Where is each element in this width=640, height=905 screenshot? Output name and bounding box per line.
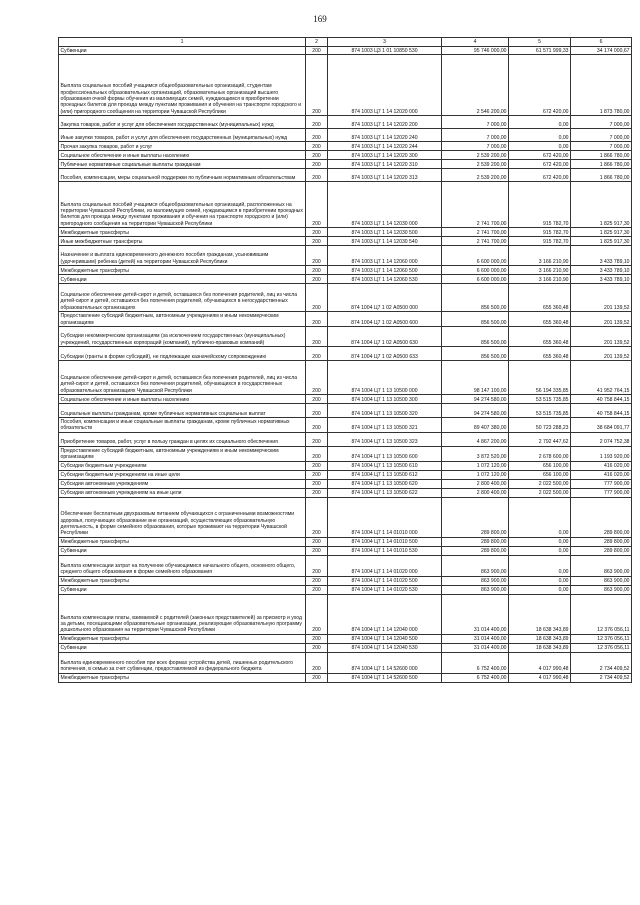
row-code-cell: 874 1004 Ц7 1 13 10500 612	[328, 470, 442, 479]
column-header: 1	[59, 38, 306, 47]
row-rest-cell: 7 000,00	[571, 129, 632, 142]
table-row	[59, 361, 632, 395]
row-name-cell: Выплата социальных пособий учащимся общеобразовательных организаций, студентам профессиональных образовательных организаций, образовательных организаций высшего образования очной формы обучения из малоимущих семей, нуждающимся в приобретении проездных билетов для проезда между пунктами проживания и обучения на транспорте городского и (или) пригородного сообщения на территории Чувашской Республики	[59, 55, 306, 116]
row-rest-cell: 289 800,00	[571, 546, 632, 555]
row-code-cell: 874 1004 Ц7 1 14 12040 500	[328, 634, 442, 643]
row-code-cell: 874 1004 Ц7 1 14 01020 530	[328, 585, 442, 594]
row-plan-cell: 289 800,00	[442, 497, 509, 537]
row-ved-cell: 200	[306, 479, 328, 488]
row-exec-cell: 2 678 600,00	[509, 446, 571, 461]
row-plan-cell: 2 800 400,00	[442, 488, 509, 497]
table-row	[59, 228, 632, 237]
table-row	[59, 47, 632, 55]
row-plan-cell: 856 500,00	[442, 327, 509, 347]
row-rest-cell: 7 000,00	[571, 116, 632, 129]
row-plan-cell: 95 746 000,00	[442, 47, 509, 55]
column-header: 4	[442, 38, 509, 47]
row-ved-cell: 200	[306, 446, 328, 461]
row-exec-cell: 18 638 343,89	[509, 643, 571, 652]
row-rest-cell: 1 825 917,30	[571, 228, 632, 237]
row-code-cell: 874 1004 Ц7 1 13 10500 321	[328, 418, 442, 433]
row-plan-cell: 6 600 000,00	[442, 266, 509, 275]
row-code-cell: 874 1003 Ц7 1 14 12020 310	[328, 160, 442, 169]
row-ved-cell: 200	[306, 312, 328, 327]
row-name-cell: Субвенции	[59, 275, 306, 284]
table-row	[59, 418, 632, 433]
row-ved-cell: 200	[306, 404, 328, 418]
row-exec-cell: 18 638 343,89	[509, 594, 571, 634]
row-code-cell: 874 1004 Ц7 1 14 01010 500	[328, 537, 442, 546]
row-code-cell: 874 1003 Ц7 1 14 12030 500	[328, 228, 442, 237]
row-rest-cell: 777 900,00	[571, 479, 632, 488]
row-code-cell: 874 1003 Ц7 1 14 12020 240	[328, 129, 442, 142]
row-rest-cell: 777 900,00	[571, 488, 632, 497]
table-row	[59, 284, 632, 312]
row-rest-cell: 1 825 917,30	[571, 237, 632, 246]
row-code-cell: 874 1003 Ц7 1 14 12030 540	[328, 237, 442, 246]
row-ved-cell: 200	[306, 266, 328, 275]
row-name-cell: Социальное обеспечение детей-сирот и детей, оставшихся без попечения родителей, лиц из числа детей-сирот и детей, оставшихся без попечения родителей, обучающихся в государственных образовательных организациях Чувашской Республики	[59, 361, 306, 395]
row-rest-cell: 1 866 780,00	[571, 169, 632, 182]
row-name-cell: Выплата единовременного пособия при всех формах устройства детей, лишенных родительского попечения, в семью за счет субвенции, предоставляемой из федерального бюджета	[59, 652, 306, 673]
row-plan-cell: 1 072 120,00	[442, 461, 509, 470]
row-plan-cell: 94 274 580,00	[442, 404, 509, 418]
row-rest-cell: 1 866 780,00	[571, 160, 632, 169]
row-rest-cell: 1 193 920,00	[571, 446, 632, 461]
row-exec-cell: 672 420,00	[509, 169, 571, 182]
row-plan-cell: 2 539 200,00	[442, 160, 509, 169]
row-plan-cell: 856 500,00	[442, 312, 509, 327]
row-plan-cell: 6 752 400,00	[442, 652, 509, 673]
row-rest-cell: 2 074 752,38	[571, 432, 632, 446]
row-rest-cell: 3 433 789,10	[571, 275, 632, 284]
row-plan-cell: 6 752 400,00	[442, 673, 509, 682]
row-code-cell: 874 1003 Ц7 1 14 12020 244	[328, 142, 442, 151]
row-exec-cell: 915 782,70	[509, 237, 571, 246]
row-name-cell: Иные закупки товаров, работ и услуг для обеспечения государственных (муниципальных) нужд	[59, 129, 306, 142]
row-name-cell: Субвенции	[59, 47, 306, 55]
row-code-cell: 874 1004 Ц7 1 02 А0500 633	[328, 347, 442, 361]
row-ved-cell: 200	[306, 634, 328, 643]
row-ved-cell: 200	[306, 652, 328, 673]
row-name-cell: Субвенции	[59, 546, 306, 555]
row-code-cell: 874 1004 Ц7 1 13 10500 622	[328, 488, 442, 497]
row-name-cell: Социальные выплаты гражданам, кроме публичных нормативных социальных выплат	[59, 404, 306, 418]
row-ved-cell: 200	[306, 284, 328, 312]
row-ved-cell: 200	[306, 432, 328, 446]
row-name-cell: Пособия, компенсации, меры социальной поддержки по публичным нормативным обязательствам	[59, 169, 306, 182]
row-exec-cell: 53 515 735,85	[509, 404, 571, 418]
table-row	[59, 546, 632, 555]
row-name-cell: Субвенции	[59, 643, 306, 652]
row-code-cell: 874 1004 Ц7 1 13 10500 300	[328, 395, 442, 404]
table-row	[59, 673, 632, 682]
row-exec-cell: 56 194 335,85	[509, 361, 571, 395]
row-ved-cell: 200	[306, 169, 328, 182]
row-exec-cell: 0,00	[509, 537, 571, 546]
row-code-cell: 874 1004 Ц7 1 14 52600 000	[328, 652, 442, 673]
row-rest-cell: 201 139,52	[571, 312, 632, 327]
row-code-cell: 874 1003 Ц7 1 14 12060 500	[328, 266, 442, 275]
row-exec-cell: 656 100,00	[509, 470, 571, 479]
table-row	[59, 470, 632, 479]
table-row	[59, 116, 632, 129]
row-code-cell: 874 1004 Ц7 1 14 01010 530	[328, 546, 442, 555]
row-name-cell: Межбюджетные трансферты	[59, 634, 306, 643]
row-plan-cell: 2 539 200,00	[442, 151, 509, 160]
row-rest-cell: 2 734 409,52	[571, 652, 632, 673]
row-plan-cell: 98 147 100,00	[442, 361, 509, 395]
row-plan-cell: 2 800 400,00	[442, 479, 509, 488]
row-name-cell: Выплата социальных пособий учащимся общеобразовательных организаций, расположенных на территории Чувашской Республики, из малоимущих семей, нуждающимся в приобретении проездных билетов для проезда между пунктами проживания и обучения на транспорте городского и (или) пригородного сообщения на территории Чувашской Республики	[59, 182, 306, 228]
table-row	[59, 446, 632, 461]
row-exec-cell: 672 420,00	[509, 160, 571, 169]
table-row	[59, 169, 632, 182]
row-code-cell: 874 1004 Ц7 1 14 01010 000	[328, 497, 442, 537]
table-row	[59, 182, 632, 228]
row-ved-cell: 200	[306, 129, 328, 142]
row-ved-cell: 200	[306, 151, 328, 160]
row-rest-cell: 3 433 789,10	[571, 266, 632, 275]
row-rest-cell: 1 873 780,00	[571, 55, 632, 116]
row-name-cell: Иные межбюджетные трансферты	[59, 237, 306, 246]
row-exec-cell: 915 782,70	[509, 228, 571, 237]
table-row	[59, 55, 632, 116]
row-code-cell: 874 1004 Ц7 1 02 А0500 600	[328, 312, 442, 327]
row-exec-cell: 18 638 343,89	[509, 634, 571, 643]
row-ved-cell: 200	[306, 418, 328, 433]
row-ved-cell: 200	[306, 347, 328, 361]
row-name-cell: Приобретение товаров, работ, услуг в пользу граждан в целях их социального обеспечения	[59, 432, 306, 446]
table-row	[59, 576, 632, 585]
row-rest-cell: 34 174 000,67	[571, 47, 632, 55]
column-header: 6	[571, 38, 632, 47]
row-code-cell: 874 1004 Ц7 1 13 10500 620	[328, 479, 442, 488]
table-row	[59, 327, 632, 347]
row-exec-cell: 0,00	[509, 129, 571, 142]
row-plan-cell: 2 546 200,00	[442, 55, 509, 116]
table-row	[59, 652, 632, 673]
row-plan-cell: 856 500,00	[442, 347, 509, 361]
row-plan-cell: 4 867 200,00	[442, 432, 509, 446]
row-plan-cell: 863 900,00	[442, 555, 509, 576]
row-code-cell: 874 1003 Ц7 1 14 12030 000	[328, 182, 442, 228]
table-row	[59, 479, 632, 488]
row-name-cell: Межбюджетные трансферты	[59, 576, 306, 585]
row-exec-cell: 4 017 990,48	[509, 673, 571, 682]
row-plan-cell: 3 872 520,00	[442, 446, 509, 461]
row-name-cell: Публичные нормативные социальные выплаты гражданам	[59, 160, 306, 169]
row-ved-cell: 200	[306, 470, 328, 479]
row-code-cell: 874 1004 Ц7 1 14 01020 500	[328, 576, 442, 585]
table-row	[59, 142, 632, 151]
row-ved-cell: 200	[306, 237, 328, 246]
row-rest-cell: 3 433 789,10	[571, 246, 632, 266]
row-rest-cell: 38 684 091,77	[571, 418, 632, 433]
row-ved-cell: 200	[306, 228, 328, 237]
row-plan-cell: 7 000,00	[442, 129, 509, 142]
column-header: 5	[509, 38, 571, 47]
row-plan-cell: 856 500,00	[442, 284, 509, 312]
table-row	[59, 151, 632, 160]
row-ved-cell: 200	[306, 142, 328, 151]
row-name-cell: Предоставление субсидий бюджетным, автономным учреждениям и иным некоммерческим организациям	[59, 446, 306, 461]
table-row	[59, 585, 632, 594]
row-rest-cell: 863 900,00	[571, 555, 632, 576]
row-name-cell: Прочая закупка товаров, работ и услуг	[59, 142, 306, 151]
row-exec-cell: 3 166 210,90	[509, 275, 571, 284]
row-name-cell: Межбюджетные трансферты	[59, 266, 306, 275]
page-number: 169	[313, 14, 327, 24]
row-plan-cell: 2 539 200,00	[442, 169, 509, 182]
table-row	[59, 275, 632, 284]
row-ved-cell: 200	[306, 546, 328, 555]
row-name-cell: Социальное обеспечение детей-сирот и детей, оставшихся без попечения родителей, лиц из числа детей-сирот и детей, оставшихся без попечения родителей, обучающихся в негосударственных образовательных организациях	[59, 284, 306, 312]
row-code-cell: 874 1004 Ц7 1 13 10500 320	[328, 404, 442, 418]
row-exec-cell: 655 360,48	[509, 312, 571, 327]
row-rest-cell: 7 000,00	[571, 142, 632, 151]
row-plan-cell: 2 741 700,00	[442, 228, 509, 237]
row-exec-cell: 0,00	[509, 546, 571, 555]
row-plan-cell: 289 800,00	[442, 546, 509, 555]
row-exec-cell: 655 360,48	[509, 284, 571, 312]
row-plan-cell: 1 072 120,00	[442, 470, 509, 479]
table-row	[59, 347, 632, 361]
column-header: 3	[328, 38, 442, 47]
row-plan-cell: 6 600 000,00	[442, 275, 509, 284]
row-name-cell: Субвенции	[59, 585, 306, 594]
table-row	[59, 537, 632, 546]
row-rest-cell: 863 900,00	[571, 576, 632, 585]
row-name-cell: Выплата компенсации затрат на получение обучающимися начального общего, основного общего, среднего общего образования в форме семейного образования	[59, 555, 306, 576]
row-name-cell: Субсидии бюджетным учреждениям на иные цели	[59, 470, 306, 479]
row-code-cell: 874 1003 Ц7 1 14 12020 200	[328, 116, 442, 129]
row-name-cell: Межбюджетные трансферты	[59, 228, 306, 237]
row-ved-cell: 200	[306, 55, 328, 116]
row-ved-cell: 200	[306, 246, 328, 266]
table-row	[59, 432, 632, 446]
row-code-cell: 874 1004 Ц7 1 13 10500 000	[328, 361, 442, 395]
row-name-cell: Назначение и выплата единовременного денежного пособия гражданам, усыновившим (удочерившим) ребенка (детей) на территории Чувашской Республики	[59, 246, 306, 266]
row-code-cell: 874 1004 Ц7 1 14 01020 000	[328, 555, 442, 576]
row-name-cell: Субсидии автономным учреждениям	[59, 479, 306, 488]
row-plan-cell: 2 741 700,00	[442, 237, 509, 246]
row-exec-cell: 656 100,00	[509, 461, 571, 470]
row-exec-cell: 672 420,00	[509, 55, 571, 116]
table-row	[59, 160, 632, 169]
row-ved-cell: 200	[306, 361, 328, 395]
row-name-cell: Субсидии (гранты в форме субсидий), не подлежащие казначейскому сопровождению	[59, 347, 306, 361]
table-row	[59, 497, 632, 537]
row-ved-cell: 200	[306, 594, 328, 634]
row-exec-cell: 50 723 288,23	[509, 418, 571, 433]
row-exec-cell: 0,00	[509, 116, 571, 129]
table-row	[59, 266, 632, 275]
row-plan-cell: 289 800,00	[442, 537, 509, 546]
row-ved-cell: 200	[306, 116, 328, 129]
row-rest-cell: 1 866 780,00	[571, 151, 632, 160]
row-exec-cell: 0,00	[509, 585, 571, 594]
row-exec-cell: 53 515 735,85	[509, 395, 571, 404]
row-ved-cell: 200	[306, 643, 328, 652]
column-header: 2	[306, 38, 328, 47]
table-row	[59, 395, 632, 404]
row-plan-cell: 7 000,00	[442, 142, 509, 151]
row-exec-cell: 61 571 999,33	[509, 47, 571, 55]
row-exec-cell: 0,00	[509, 576, 571, 585]
row-name-cell: Субсидии автономным учреждениям на иные цели	[59, 488, 306, 497]
row-ved-cell: 200	[306, 461, 328, 470]
row-name-cell: Субсидии некоммерческим организациям (за исключением государственных (муниципальных) учреждений, государственных корпораций (компаний), публично-правовых компаний)	[59, 327, 306, 347]
row-exec-cell: 655 360,48	[509, 347, 571, 361]
row-exec-cell: 0,00	[509, 555, 571, 576]
header-row	[59, 38, 632, 47]
table-row	[59, 246, 632, 266]
row-rest-cell: 201 139,52	[571, 284, 632, 312]
row-code-cell: 874 1003 Ц7 1 14 12060 530	[328, 275, 442, 284]
row-exec-cell: 0,00	[509, 497, 571, 537]
row-exec-cell: 3 166 210,90	[509, 266, 571, 275]
row-plan-cell: 89 407 380,00	[442, 418, 509, 433]
row-rest-cell: 12 376 056,11	[571, 594, 632, 634]
row-exec-cell: 915 782,70	[509, 182, 571, 228]
row-ved-cell: 200	[306, 585, 328, 594]
row-code-cell: 874 1004 Ц7 1 13 10500 323	[328, 432, 442, 446]
row-exec-cell: 0,00	[509, 142, 571, 151]
table-row	[59, 643, 632, 652]
row-ved-cell: 200	[306, 182, 328, 228]
row-rest-cell: 201 139,52	[571, 327, 632, 347]
table-row	[59, 129, 632, 142]
row-rest-cell: 863 900,00	[571, 585, 632, 594]
row-code-cell: 874 1003 Ц7 1 14 12020 313	[328, 169, 442, 182]
row-rest-cell: 416 020,00	[571, 470, 632, 479]
table-row	[59, 312, 632, 327]
row-code-cell: 874 1003 Ц7 1 14 12020 000	[328, 55, 442, 116]
row-rest-cell: 201 139,52	[571, 347, 632, 361]
table-row	[59, 488, 632, 497]
row-code-cell: 874 1004 Ц7 1 02 А0500 000	[328, 284, 442, 312]
row-plan-cell: 6 600 000,00	[442, 246, 509, 266]
row-rest-cell: 289 800,00	[571, 497, 632, 537]
row-name-cell: Пособия, компенсации и иные социальные выплаты гражданам, кроме публичных нормативных обязательств	[59, 418, 306, 433]
row-ved-cell: 200	[306, 327, 328, 347]
row-ved-cell: 200	[306, 275, 328, 284]
row-name-cell: Закупка товаров, работ и услуг для обеспечения государственных (муниципальных) нужд	[59, 116, 306, 129]
row-name-cell: Межбюджетные трансферты	[59, 673, 306, 682]
row-plan-cell: 31 014 400,00	[442, 594, 509, 634]
row-ved-cell: 200	[306, 395, 328, 404]
row-name-cell: Обеспечение бесплатным двухразовым питанием обучающихся с ограниченными возможностями здоровья, получающих образование вне организаций, осуществляющих образовательную деятельность, в форме семейного образования, которые проживают на территории Чувашской Республики	[59, 497, 306, 537]
row-rest-cell: 40 758 844,15	[571, 404, 632, 418]
row-name-cell: Предоставление субсидий бюджетным, автономным учреждениям и иным некоммерческим организациям	[59, 312, 306, 327]
row-exec-cell: 2 022 500,00	[509, 488, 571, 497]
row-code-cell: 874 1004 Ц7 1 13 10500 600	[328, 446, 442, 461]
table-row	[59, 237, 632, 246]
row-name-cell: Межбюджетные трансферты	[59, 537, 306, 546]
table-row	[59, 594, 632, 634]
row-exec-cell: 4 017 990,48	[509, 652, 571, 673]
row-plan-cell: 7 000,00	[442, 116, 509, 129]
row-code-cell: 874 1004 Ц7 1 14 12040 530	[328, 643, 442, 652]
row-ved-cell: 200	[306, 47, 328, 55]
table-row	[59, 555, 632, 576]
row-name-cell: Социальное обеспечение и иные выплаты населению	[59, 151, 306, 160]
row-name-cell: Выплата компенсации платы, взимаемой с родителей (законных представителей) за присмотр и уход за детьми, посещающими образовательные организации, реализующие образовательную программу дошкольного образования на территории Чувашской Республики	[59, 594, 306, 634]
row-rest-cell: 41 952 764,15	[571, 361, 632, 395]
row-code-cell: 874 1003 Ц3 1 01 10850 530	[328, 47, 442, 55]
row-rest-cell: 416 020,00	[571, 461, 632, 470]
row-rest-cell: 1 825 917,30	[571, 182, 632, 228]
row-exec-cell: 2 792 447,62	[509, 432, 571, 446]
row-exec-cell: 3 166 210,90	[509, 246, 571, 266]
row-code-cell: 874 1004 Ц7 1 13 10500 610	[328, 461, 442, 470]
row-exec-cell: 672 420,00	[509, 151, 571, 160]
row-plan-cell: 2 741 700,00	[442, 182, 509, 228]
row-ved-cell: 200	[306, 576, 328, 585]
row-code-cell: 874 1004 Ц7 1 14 52600 500	[328, 673, 442, 682]
row-name-cell: Социальное обеспечение и иные выплаты населению	[59, 395, 306, 404]
row-rest-cell: 2 734 409,52	[571, 673, 632, 682]
row-code-cell: 874 1003 Ц7 1 14 12060 000	[328, 246, 442, 266]
row-rest-cell: 40 758 844,15	[571, 395, 632, 404]
row-ved-cell: 200	[306, 537, 328, 546]
row-rest-cell: 289 800,00	[571, 537, 632, 546]
budget-table	[58, 37, 632, 683]
row-ved-cell: 200	[306, 555, 328, 576]
row-plan-cell: 31 014 400,00	[442, 634, 509, 643]
row-plan-cell: 31 014 400,00	[442, 643, 509, 652]
row-rest-cell: 12 376 056,11	[571, 643, 632, 652]
row-ved-cell: 200	[306, 673, 328, 682]
row-ved-cell: 200	[306, 160, 328, 169]
row-exec-cell: 2 022 500,00	[509, 479, 571, 488]
row-rest-cell: 12 376 056,11	[571, 634, 632, 643]
row-plan-cell: 863 900,00	[442, 576, 509, 585]
row-code-cell: 874 1004 Ц7 1 02 А0500 630	[328, 327, 442, 347]
row-plan-cell: 863 900,00	[442, 585, 509, 594]
row-plan-cell: 94 274 580,00	[442, 395, 509, 404]
row-exec-cell: 655 360,48	[509, 327, 571, 347]
row-code-cell: 874 1004 Ц7 1 14 12040 000	[328, 594, 442, 634]
row-ved-cell: 200	[306, 497, 328, 537]
row-name-cell: Субсидии бюджетным учреждениям	[59, 461, 306, 470]
row-ved-cell: 200	[306, 488, 328, 497]
table-row	[59, 634, 632, 643]
table-row	[59, 461, 632, 470]
row-code-cell: 874 1003 Ц7 1 14 12020 300	[328, 151, 442, 160]
table-row	[59, 404, 632, 418]
